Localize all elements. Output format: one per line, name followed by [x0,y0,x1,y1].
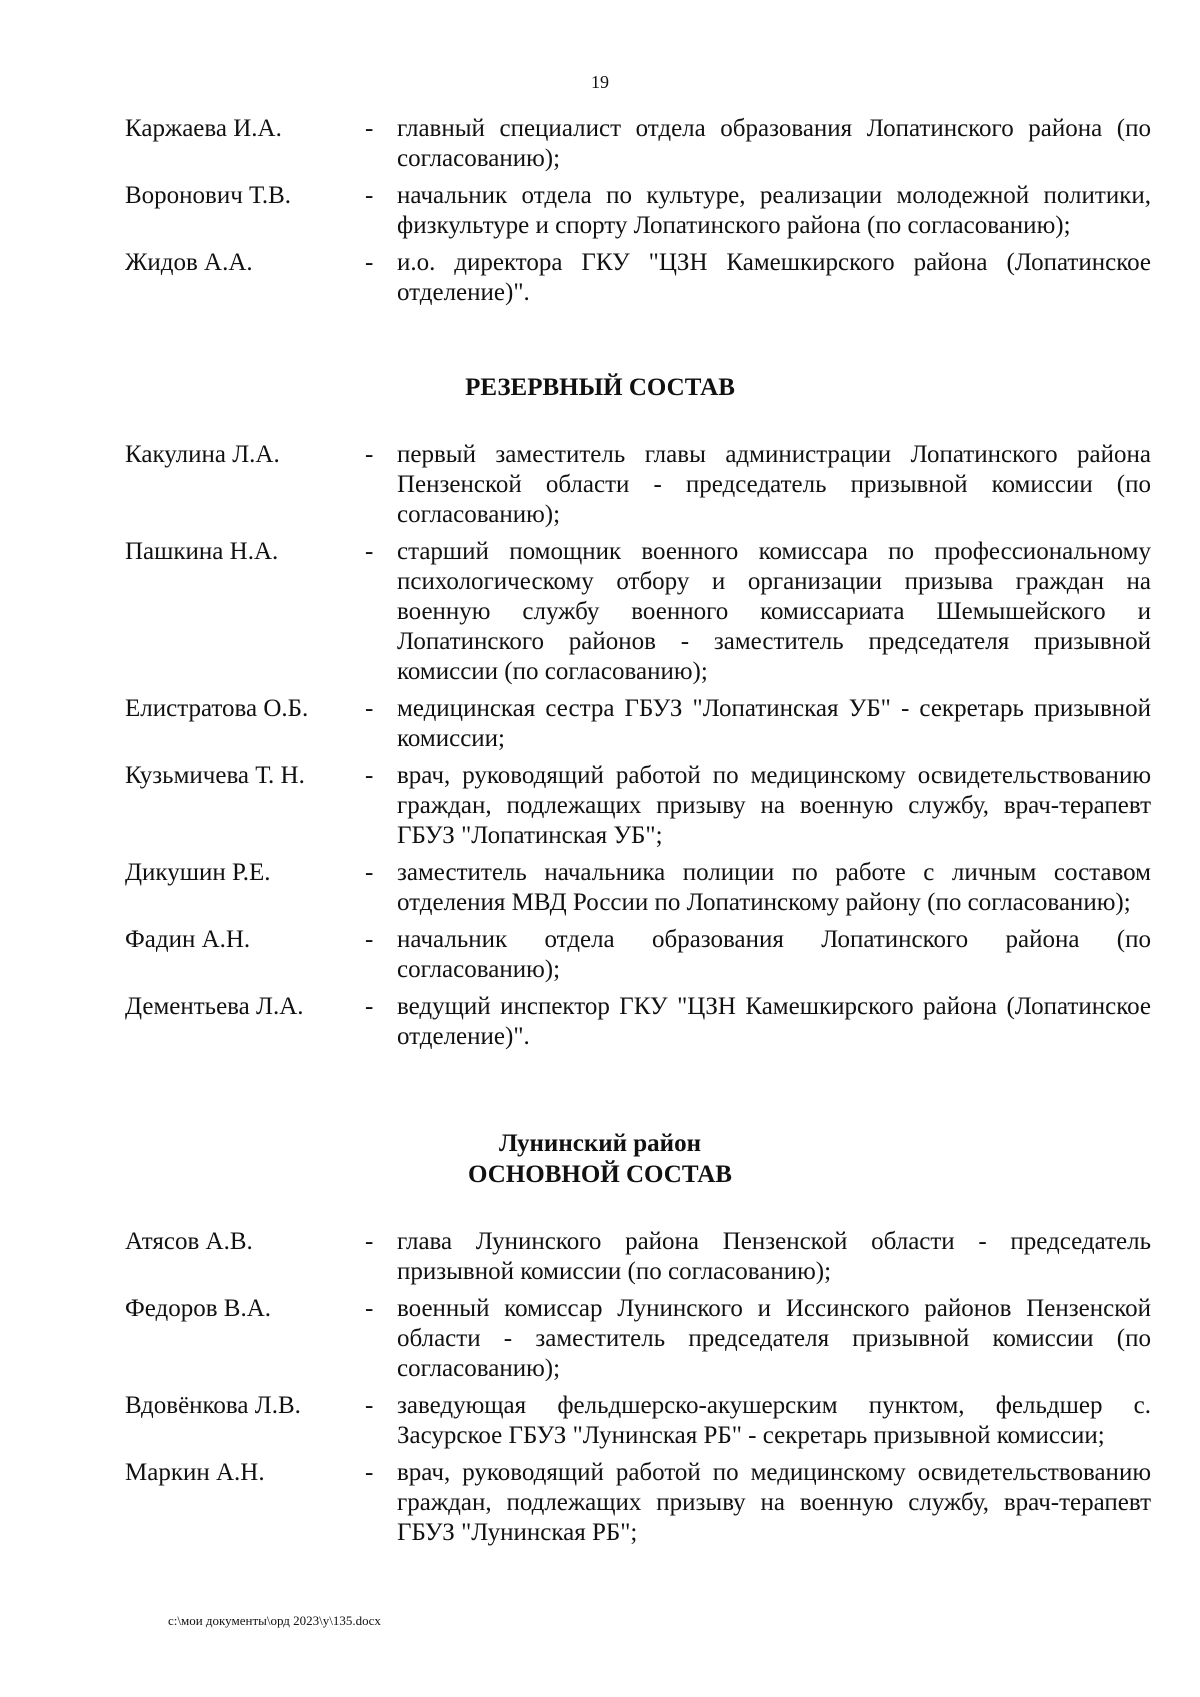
member-position: и.о. директора ГКУ "ЦЗН Камешкирского района (Лопатинское отделение)". [397,249,1151,306]
member-name: Воронович Т.В. [125,182,292,209]
district-heading: Лунинский район [499,1130,701,1157]
member-entry [125,440,1151,530]
member-name: Атясов А.В. [125,1228,253,1255]
member-name: Каржаева И.А. [125,115,282,142]
member-entry [125,925,1151,985]
member-name: Пашкина Н.А. [125,538,279,565]
member-dash: - [365,695,374,722]
member-position: начальник отдела по культуре, реализации молодежной политики, физкультуре и спорту Лопатинского района (по согласованию); [397,182,1151,239]
member-dash: - [365,859,374,886]
member-dash: - [365,1295,374,1322]
member-name: Фадин А.Н. [125,926,251,953]
member-entry [125,694,1151,754]
member-name: Елистратова О.Б. [125,695,309,722]
member-list-main-luninsky [125,1227,1151,1548]
member-position: заместитель начальника полиции по работе с личным составом отделения МВД России по Лопатинскому району (по согласованию); [397,859,1151,916]
member-dash: - [365,182,374,209]
member-entry [125,1391,1151,1451]
section-heading-reserve: РЕЗЕРВНЫЙ СОСТАВ [465,374,735,401]
footer-file-path: c:\мои документы\орд 2023\у\135.docx [168,1613,381,1628]
member-dash: - [365,1459,374,1486]
member-dash: - [365,762,374,789]
member-name: Какулина Л.А. [125,441,280,468]
member-entry [125,181,1151,241]
member-dash: - [365,1392,374,1419]
member-name: Дементьева Л.А. [125,993,304,1020]
member-position: военный комиссар Лунинского и Иссинского районов Пензенской области - заместитель председателя призывной комиссии (по согласованию); [397,1295,1151,1382]
member-dash: - [365,926,374,953]
member-position: старший помощник военного комиссара по профессиональному психологическому отбору и организации призыва граждан на военную службу военного комиссариата Шемышейского и Лопатинского районов - заместитель председателя призывной комиссии (по согласованию); [397,538,1151,685]
member-position: первый заместитель главы администрации Лопатинского района Пензенской области - председатель призывной комиссии (по согласованию); [397,441,1151,528]
member-entry [125,858,1151,918]
member-name: Кузьмичева Т. Н. [125,762,305,789]
member-name: Маркин А.Н. [125,1459,265,1486]
member-entry [125,248,1151,308]
member-position: врач, руководящий работой по медицинскому освидетельствованию граждан, подлежащих призыву на военную службу, врач-терапевт ГБУЗ "Лопатинская УБ"; [397,762,1151,849]
member-entry [125,992,1151,1052]
member-entry [125,1227,1151,1287]
member-position: заведующая фельдшерско-акушерским пунктом, фельдшер с. Засурское ГБУЗ "Лунинская РБ" - секретарь призывной комиссии; [397,1392,1151,1449]
member-dash: - [365,993,374,1020]
member-entry [125,1294,1151,1384]
member-dash: - [365,115,374,142]
member-position: ведущий инспектор ГКУ "ЦЗН Камешкирского района (Лопатинское отделение)". [397,993,1151,1050]
member-position: медицинская сестра ГБУЗ "Лопатинская УБ" - секретарь призывной комиссии; [397,695,1151,752]
member-name: Дикушин Р.Е. [125,859,271,886]
member-entry [125,537,1151,687]
member-dash: - [365,1228,374,1255]
member-dash: - [365,249,374,276]
member-name: Жидов А.А. [125,249,253,276]
member-list-main-lopatinsky [125,114,1151,308]
member-position: главный специалист отдела образования Лопатинского района (по согласованию); [397,115,1151,172]
member-entry [125,761,1151,851]
page-number: 19 [591,72,609,92]
member-position: врач, руководящий работой по медицинскому освидетельствованию граждан, подлежащих призыву на военную службу, врач-терапевт ГБУЗ "Лунинская РБ"; [397,1459,1151,1546]
member-entry [125,1458,1151,1548]
member-list-reserve-lopatinsky [125,440,1151,1052]
member-position: глава Лунинского района Пензенской области - председатель призывной комиссии (по согласованию); [397,1228,1151,1285]
section-heading-main: ОСНОВНОЙ СОСТАВ [468,1161,732,1188]
member-name: Вдовёнкова Л.В. [125,1392,301,1419]
member-entry [125,114,1151,174]
member-name: Федоров В.А. [125,1295,272,1322]
member-dash: - [365,538,374,565]
member-dash: - [365,441,374,468]
member-position: начальник отдела образования Лопатинского района (по согласованию); [397,926,1151,983]
